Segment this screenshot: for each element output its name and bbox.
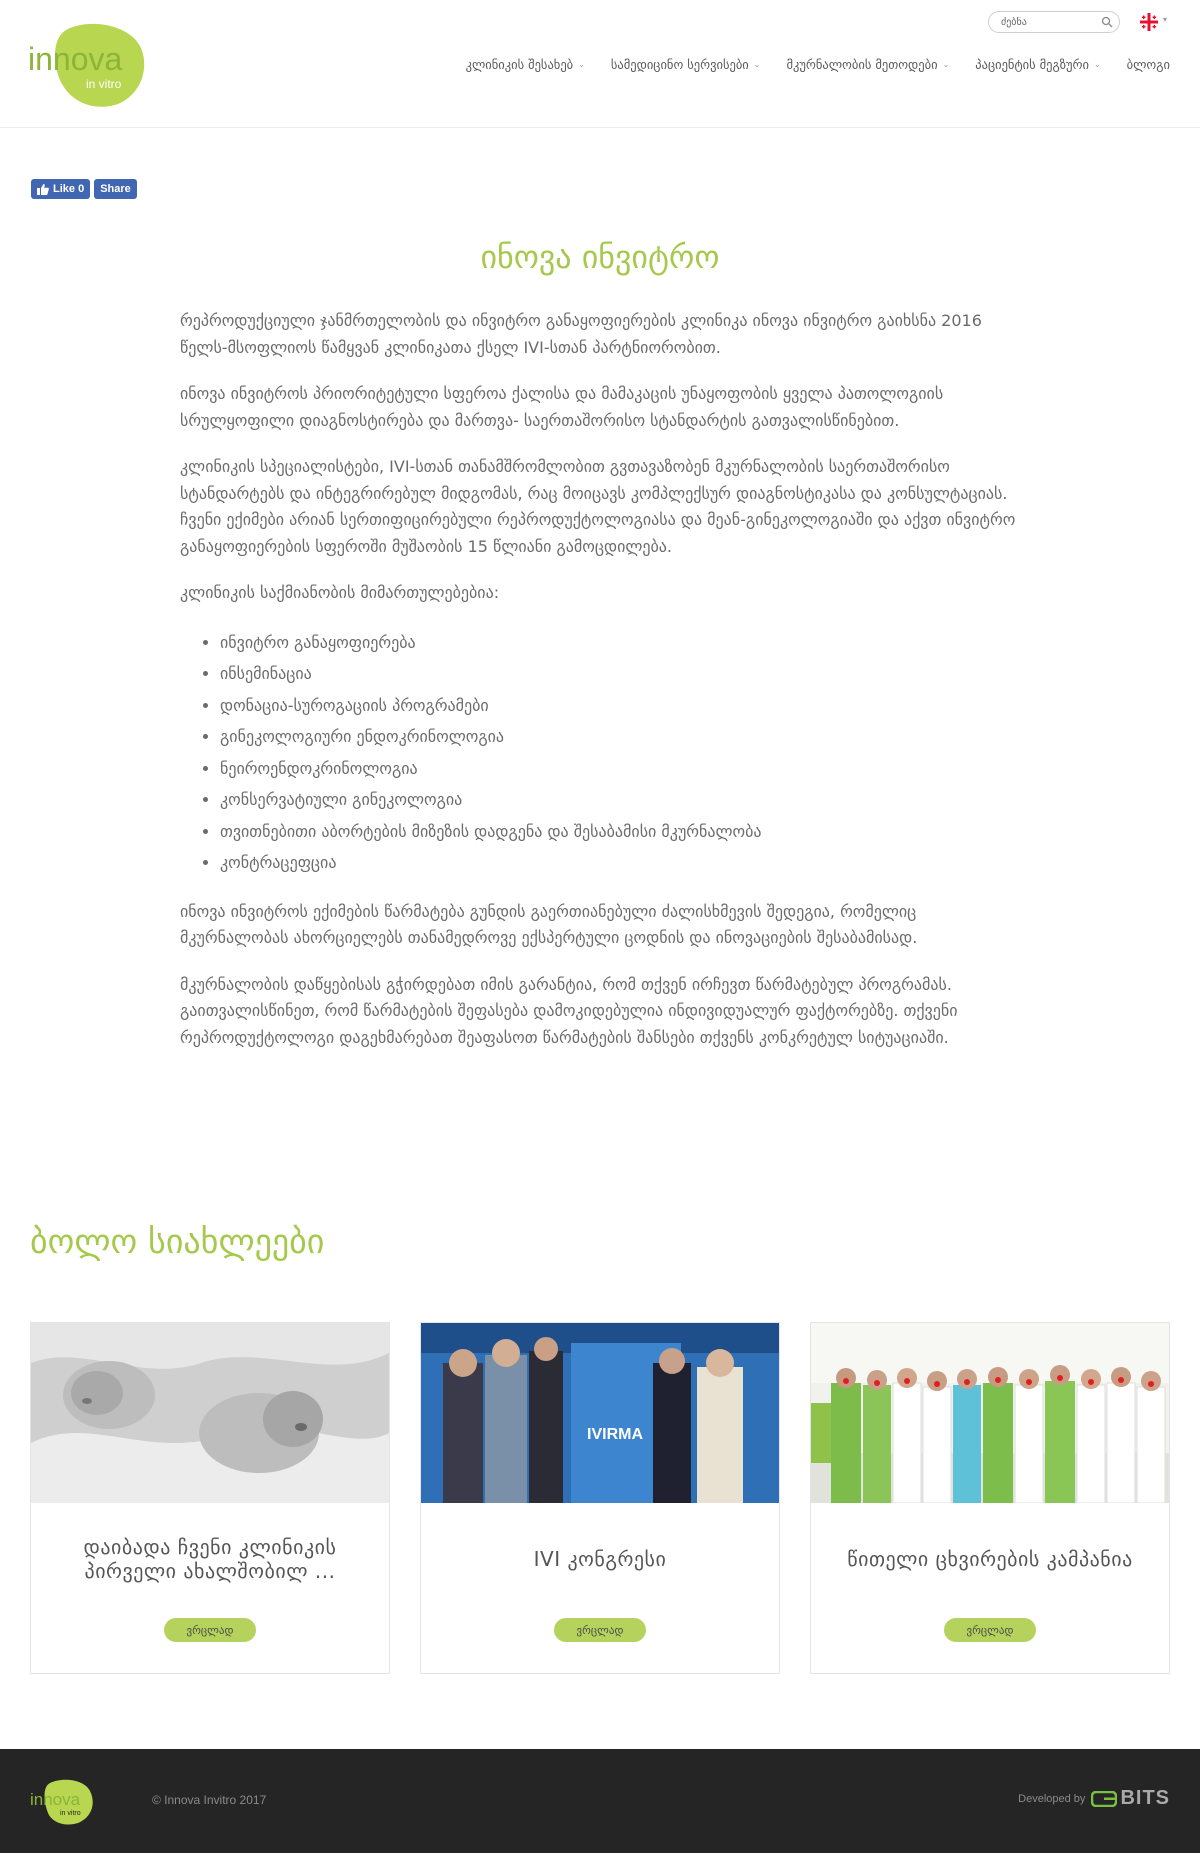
site-footer bbox=[0, 1749, 1200, 1853]
nav-item-services[interactable] bbox=[611, 54, 761, 74]
news-section-title: ბოლო სიახლეები bbox=[30, 1222, 325, 1262]
read-more-button[interactable]: ვრცლად bbox=[554, 1618, 646, 1642]
article-paragraph: რეპროდუქციული ჯანმრთელობის და ინვიტრო განაყოფიერების კლინიკა ინოვა ინვიტრო გაიხსნა 2016 წელს-მსოფლიოს წამყვან კლინიკათა ქსელ IVI-სთან პარტნიორობით. bbox=[180, 311, 982, 357]
read-more-button[interactable]: ვრცლად bbox=[164, 1618, 256, 1642]
developed-by-label: Developed by bbox=[1018, 1792, 1086, 1805]
site-logo[interactable] bbox=[28, 20, 148, 108]
news-card-title[interactable]: IVI კონგრესი bbox=[533, 1547, 667, 1571]
footer-logo-sub: in vitro bbox=[60, 1810, 81, 1817]
banner-text: IVIRMA bbox=[587, 1426, 643, 1443]
chevron-down-icon: ⌄ bbox=[942, 59, 950, 69]
thumbs-up-icon bbox=[37, 184, 49, 195]
footer-logo-text: innova bbox=[30, 1790, 81, 1809]
logo-text-in: innova bbox=[28, 41, 123, 77]
nav-item-about[interactable] bbox=[466, 54, 585, 74]
logo-text-sub: in vitro bbox=[86, 77, 122, 91]
nav-item-label: პაციენტის მეგზური bbox=[975, 56, 1089, 72]
news-card[interactable] bbox=[30, 1322, 390, 1674]
share-label: Share bbox=[100, 183, 131, 195]
bits-logo-icon bbox=[1091, 1791, 1117, 1807]
chevron-down-icon[interactable]: ▾ bbox=[1163, 15, 1168, 24]
developer-credit[interactable] bbox=[1018, 1787, 1170, 1810]
list-item: • ინვიტრო განაყოფიერება bbox=[220, 627, 1025, 659]
social-buttons bbox=[31, 179, 137, 199]
nav-item-label: მკურნალობის მეთოდები bbox=[786, 56, 938, 72]
nav-item-label: კლინიკის შესახებ bbox=[465, 56, 574, 72]
news-card[interactable] bbox=[810, 1322, 1170, 1674]
nav-item-treatment[interactable] bbox=[786, 54, 949, 74]
page-title: ინოვა ინვიტრო bbox=[480, 238, 720, 276]
article-text: ჩვენი ექიმები არიან სერთიფიცირებული რეპროდუქტოლოგიასა და მეან-გინეკოლოგიაში და აქვთ ინვიტრო განაყოფიერების სფეროში მუშაობის 15 წლიანი გამოცდილება. bbox=[180, 510, 1016, 556]
read-more-button[interactable]: ვრცლად bbox=[944, 1618, 1036, 1642]
chevron-down-icon: ⌄ bbox=[1093, 59, 1101, 69]
like-label: Like 0 bbox=[53, 183, 85, 195]
chevron-down-icon: ⌄ bbox=[578, 59, 585, 69]
georgian-flag-icon[interactable] bbox=[1140, 13, 1158, 31]
nav-item-label: ბლოგი bbox=[1126, 56, 1170, 72]
site-header bbox=[0, 0, 1200, 128]
article-paragraph: ინოვა ინვიტროს პრიორიტეტული სფეროა ქალისა და მამაკაცის უნაყოფობის ყველა პათოლოგიის სრულყოფილი დიაგნოსტირება და მართვა- საერთაშორისო სტანდარტის გათვალისწინებით. bbox=[180, 384, 944, 430]
list-item: • ნეიროენდოკრინოლოგია bbox=[220, 753, 1025, 785]
footer-logo[interactable] bbox=[30, 1777, 94, 1827]
nav-item-label: სამედიცინო სერვისები bbox=[610, 56, 749, 72]
news-card-title[interactable]: დაიბადა ჩვენი კლინიკის პირველი ახალშობილ ... bbox=[83, 1535, 337, 1583]
list-item: • გინეკოლოგიური ენდოკრინოლოგია bbox=[220, 721, 1025, 753]
list-item: • ინსემინაცია bbox=[220, 658, 1025, 690]
facebook-share-button[interactable] bbox=[94, 179, 137, 199]
services-list bbox=[180, 627, 1025, 879]
list-item: • დონაცია-სუროგაციის პროგრამები bbox=[220, 690, 1025, 722]
article-body bbox=[180, 308, 1025, 1071]
article-text: კლინიკის სპეციალისტები, IVI-სთან თანამშრომლობით გვთავაზობენ მკურნალობის საერთაშორისო სტანდარტებს და ინტეგრირებულ მიდგომას, რაც მოიცავს კომპლექსურ დიაგნოსტიკასა და კონსულტაციას. bbox=[180, 457, 1008, 503]
article-paragraph: მკურნალობის დაწყებისას გჭირდებათ იმის გარანტია, რომ თქვენ ირჩევთ წარმატებულ პროგრამას. გაითვალისწინეთ, რომ წარმატების შეფასება დამოკიდებულია ინდივიდუალურ ფაქტორებზე. თქვენი რეპროდუქტოლოგი დაგეხმარებათ შეაფასოთ წარმატების შანსები თქვენს კონკრეტულ სიტუაციაში. bbox=[180, 974, 958, 1047]
list-item: • კონტრაცეფცია bbox=[220, 847, 1025, 879]
chevron-down-icon: ⌄ bbox=[753, 59, 761, 69]
bits-label: BITS bbox=[1120, 1787, 1170, 1809]
article-paragraph bbox=[180, 454, 1025, 560]
list-item: • კონსერვატიული გინეკოლოგია bbox=[220, 784, 1025, 816]
search-input[interactable] bbox=[1001, 14, 1099, 30]
nav-item-blog[interactable] bbox=[1127, 54, 1170, 74]
news-image-congress[interactable] bbox=[421, 1323, 779, 1503]
news-image-red-noses[interactable] bbox=[811, 1323, 1169, 1503]
list-item: • თვითნებითი აბორტების მიზეზის დადგენა და შესაბამისი მკურნალობა bbox=[220, 816, 1025, 848]
main-nav bbox=[440, 54, 1170, 74]
nav-item-patient-guide[interactable] bbox=[975, 54, 1100, 74]
news-image-newborn[interactable] bbox=[31, 1323, 389, 1503]
copyright-text: © Innova Invitro 2017 bbox=[152, 1793, 267, 1807]
article-paragraph: კლინიკის საქმიანობის მიმართულებებია: bbox=[180, 583, 500, 602]
news-card-title[interactable]: წითელი ცხვირების კამპანია bbox=[847, 1547, 1133, 1571]
facebook-like-button[interactable] bbox=[31, 179, 90, 199]
search-box bbox=[988, 11, 1120, 33]
search-icon[interactable] bbox=[1101, 16, 1113, 28]
news-card[interactable] bbox=[420, 1322, 780, 1674]
article-paragraph: ინოვა ინვიტროს ექიმების წარმატება გუნდის გაერთიანებული ძალისხმევის შედეგია, რომელიც მკურნალობას ახორციელებს თანამედროვე ექსპერტული ცოდნის და ინოვაციების შესაბამისად. bbox=[180, 901, 918, 947]
bits-brand[interactable] bbox=[1091, 1787, 1170, 1810]
